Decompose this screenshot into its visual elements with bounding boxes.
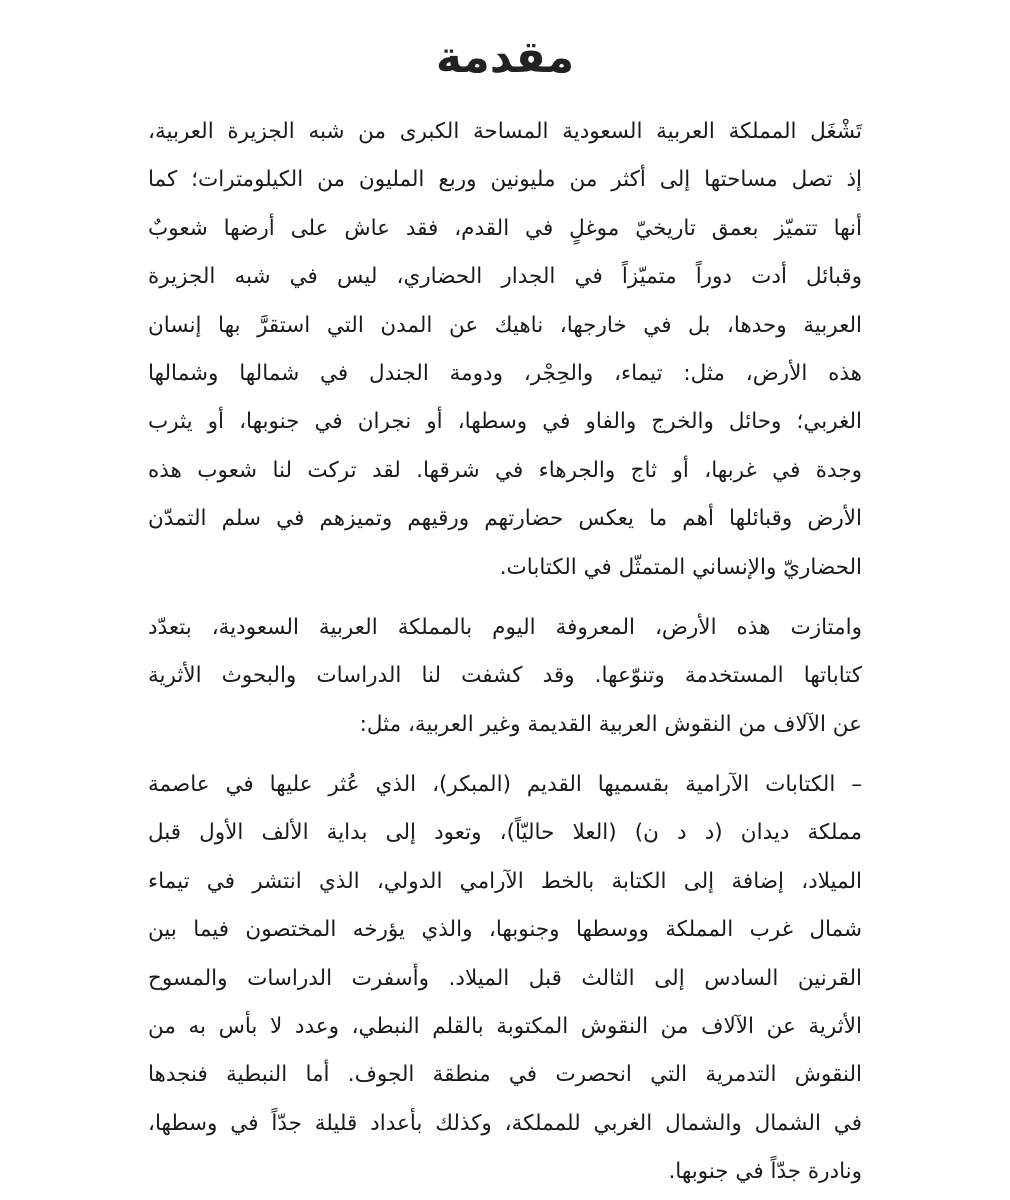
text-line: النقوش التدمرية التي انحصرت في منطقة الجوف. أما النبطية فنجدها [148, 1062, 862, 1088]
text-line: مملكة ديدان (د د ن) (العلا حاليّاً)، وتعود إلى بداية الألف الأول قبل [148, 820, 862, 846]
text-line: وقبائل أدت دوراً متميّزاً في الجدار الحضاري، ليس في شبه الجزيرة [148, 264, 862, 290]
text-line: الأرض وقبائلها أهم ما يعكس حضارتهم ورقيهم وتميزهم في سلم التمدّن [148, 506, 862, 532]
text-line: العربية وحدها، بل في خارجها، ناهيك عن المدن التي استقرَّ بها إنسان [148, 312, 862, 338]
text-line: في الشمال والشمال الغربي للمملكة، وكذلك بأعداد قليلة جدّاً في وسطها، [148, 1110, 862, 1136]
text-line: تَشْغَل المملكة العربية السعودية المساحة الكبرى من شبه الجزيرة العربية، [148, 119, 862, 144]
text-line: الأثرية عن الآلاف من النقوش المكتوبة بالقلم النبطي، وعدد لا بأس به من [148, 1014, 862, 1040]
text-line: وجدة في غربها، أو ثاج والجرهاء في شرقها. لقد تركت لنا شعوب هذه [148, 457, 862, 483]
text-line: الحضاريّ والإنساني المتمثّل في الكتابات. [499, 554, 862, 580]
paragraph-1 [148, 108, 862, 592]
text-line: ونادرة جدّاً في جنوبها. [668, 1159, 862, 1185]
paragraph-3 [148, 761, 862, 1197]
text-line: القرنين السادس إلى الثالث قبل الميلاد. وأسفرت الدراسات والمسوح [148, 965, 862, 991]
text-line: أنها تتميّز بعمق تاريخيّ موغلٍ في القدم، فقد عاش على أرضها شعوبٌ [148, 215, 862, 241]
text-line: الغربي؛ وحائل والخرج والفاو في وسطها، أو نجران في جنوبها، أو يثرب [148, 409, 862, 435]
text-line: إذ تصل مساحتها إلى أكثر من مليونين وربع المليون من الكيلومترات؛ كما [148, 167, 862, 193]
page-title: مقدمة [435, 32, 575, 83]
text-line: هذه الأرض، مثل: تيماء، والحِجْر، ودومة الجندل في شمالها وشمالها [148, 360, 862, 386]
paragraph-2 [148, 604, 862, 749]
text-line: كتاباتها المستخدمة وتنوّعها. وقد كشفت لنا الدراسات والبحوث الأثرية [148, 663, 862, 689]
text-line: شمال غرب المملكة ووسطها وجنوبها، والذي يؤرخه المختصون فيما بين [148, 917, 862, 943]
text-line: وامتازت هذه الأرض، المعروفة اليوم بالمملكة العربية السعودية، بتعدّد [148, 614, 862, 640]
text-line: – الكتابات الآرامية بقسميها القديم (المبكر)، الذي عُثر عليها في عاصمة [148, 772, 862, 798]
text-line: عن الآلاف من النقوش العربية القديمة وغير العربية، مثل: [359, 711, 862, 737]
text-line: الميلاد، إضافة إلى الكتابة بالخط الآرامي الدولي، الذي انتشر في تيماء [148, 868, 862, 894]
